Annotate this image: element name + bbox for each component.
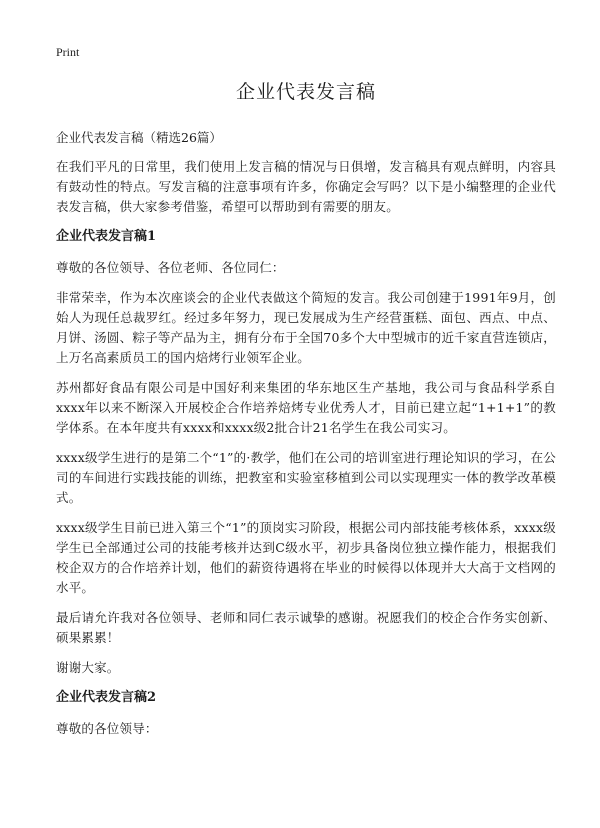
section-1-paragraph: xxxx级学生目前已进入第三个“1”的顶岗实习阶段，根据公司内部技能考核体系，xxxx级学生已全部通过公司的技能考核并达到C级水平，初步具备岗位独立操作能力，根据我们校企双方的合作培养计划，他们的薪资待遇将在毕业的时候得以体现并大大高于文档网的水平。 (56, 520, 556, 595)
intro-paragraph: 在我们平凡的日常里，我们使用上发言稿的情况与日俱增，发言稿具有观点鲜明，内容具有鼓动性的特点。写发言稿的注意事项有许多，你确定会写吗？以下是小编整理的企业代表发言稿，供大家参考借鉴，希望可以帮助到有需要的朋友。 (56, 159, 556, 214)
document-page (56, 78, 556, 749)
page-title: 企业代表发言稿 (235, 81, 376, 103)
section-1-paragraph: 谢谢大家。 (56, 660, 120, 675)
section-heading-2: 企业代表发言稿2 (56, 690, 157, 705)
section-1-paragraph: 最后请允许我对各位领导、老师和同仁表示诚挚的感谢。祝愿我们的校企合作务实创新、硕果累累！ (56, 610, 556, 645)
print-link[interactable]: Print (56, 45, 80, 59)
section-1-paragraph: 苏州都好食品有限公司是中国好利来集团的华东地区生产基地，我公司与食品科学系自xxxx年以来不断深入开展校企合作培养焙烤专业优秀人才，目前已建立起“1+1+1”的教学体系。在本年度共有xxxx和xxxx级2批合计21名学生在我公司实习。 (56, 380, 556, 435)
section-heading-1: 企业代表发言稿1 (56, 229, 157, 244)
section-1-paragraph: xxxx级学生进行的是第二个“1”的·教学，他们在公司的培训室进行理论知识的学习，在公司的车间进行实践技能的训练，把教室和实验室移植到公司以实现理实一体的教学改革模式。 (56, 450, 556, 505)
document-subtitle: 企业代表发言稿（精选26篇） (56, 130, 222, 145)
section-2-paragraph: 尊敬的各位领导： (56, 721, 158, 736)
section-1-paragraph: 非常荣幸，作为本次座谈会的企业代表做这个简短的发言。我公司创建于1991年9月，创始人为现任总裁罗红。经过多年努力，现已发展成为生产经营蛋糕、面包、西点、中点、月饼、汤圆、粽子等产品为主，拥有分布于全国70多个大中型城市的近千家直营连锁店，上万名高素质员工的国内焙烤行业领军企业。 (56, 290, 556, 365)
section-1-paragraph: 尊敬的各位领导、各位老师、各位同仁： (56, 260, 285, 275)
